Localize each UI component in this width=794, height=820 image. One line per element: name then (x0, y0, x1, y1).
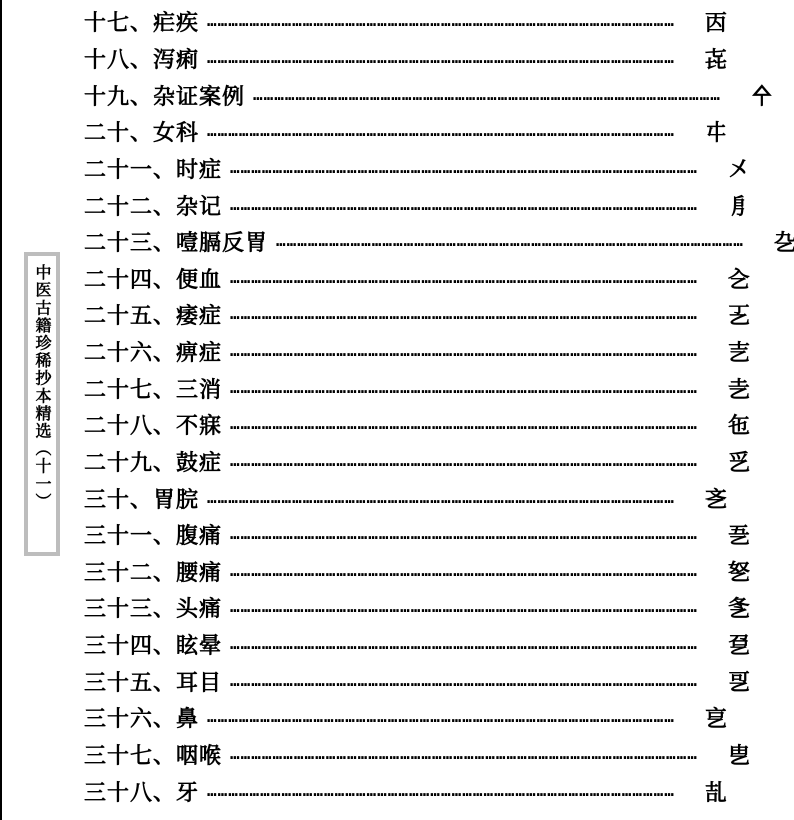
page-number: 㐑 (727, 596, 748, 622)
toc-entry[interactable] (84, 151, 748, 185)
dot-leader: …………………………………………………………………………………………………………………… (230, 378, 698, 397)
toc-entry[interactable] (84, 590, 748, 624)
dot-leader: …………………………………………………………………………………………………………………… (207, 11, 675, 30)
dot-leader: …………………………………………………………………………………………………………………… (276, 231, 744, 250)
dot-leader: …………………………………………………………………………………………………………………… (230, 744, 698, 763)
toc-entry[interactable] (84, 297, 748, 331)
entry-title: 二十五、痿症 (84, 303, 223, 329)
page-number: 㐋 (727, 377, 748, 403)
entry-title: 二十三、噎膈反胃 (84, 230, 269, 256)
entry-title: 三十四、眩晕 (84, 633, 223, 659)
toc-entry[interactable] (84, 261, 748, 295)
toc-entry[interactable] (84, 41, 725, 75)
entry-title: 三十三、头痛 (84, 596, 223, 622)
page-number: 㐊 (727, 340, 748, 366)
page-number: 㐌 (727, 413, 748, 439)
page-number: 㐂 (704, 47, 725, 73)
entry-title: 三十八、牙 (84, 780, 200, 806)
page-number: 㐖 (704, 780, 725, 806)
entry-title: 十八、泻痢 (84, 47, 200, 73)
page-number: 㐁 (704, 10, 725, 36)
entry-title: 三十七、咽喉 (84, 743, 223, 769)
entry-title: 三十一、腹痛 (84, 523, 223, 549)
entry-title: 二十四、便血 (84, 267, 223, 293)
toc-entry[interactable] (84, 4, 725, 38)
dot-leader: …………………………………………………………………………………………………………………… (230, 634, 698, 653)
toc-entry[interactable] (84, 481, 725, 515)
dot-leader: …………………………………………………………………………………………………………………… (230, 414, 698, 433)
page-number: 㐃 (750, 84, 771, 110)
page-number: 㐄 (704, 120, 725, 146)
dot-leader: …………………………………………………………………………………………………………………… (207, 707, 675, 726)
page-number: 㐇 (773, 230, 794, 256)
page-number: 㐆 (727, 194, 748, 220)
toc-entry[interactable] (84, 224, 794, 258)
entry-title: 二十一、时症 (84, 157, 223, 183)
dot-leader: …………………………………………………………………………………………………………………… (230, 451, 698, 470)
entry-title: 二十六、痹症 (84, 340, 223, 366)
toc-entry[interactable] (84, 517, 748, 551)
toc-entry[interactable] (84, 627, 748, 661)
entry-title: 二十八、不寐 (84, 413, 223, 439)
entry-title: 三十五、耳目 (84, 670, 223, 696)
toc-entry[interactable] (84, 700, 725, 734)
dot-leader: …………………………………………………………………………………………………………………… (230, 341, 698, 360)
toc-entry[interactable] (84, 334, 748, 368)
entry-title: 三十、胃脘 (84, 487, 200, 513)
page-number: 㐓 (727, 670, 748, 696)
dot-leader: …………………………………………………………………………………………………………………… (230, 304, 698, 323)
entry-title: 三十二、腰痛 (84, 560, 223, 586)
toc-entry[interactable] (84, 444, 748, 478)
toc-entry[interactable] (84, 188, 748, 222)
page-number: 㐔 (704, 706, 725, 732)
entry-title: 二十九、鼓症 (84, 450, 223, 476)
page-number: 㐎 (704, 487, 725, 513)
book-series-title: 中医古籍珍稀抄本精选（十一） (33, 264, 52, 511)
dot-leader: …………………………………………………………………………………………………………………… (230, 195, 698, 214)
dot-leader: …………………………………………………………………………………………………………………… (230, 524, 698, 543)
entry-title: 十九、杂证案例 (84, 84, 246, 110)
toc-entry[interactable] (84, 78, 771, 112)
dot-leader: …………………………………………………………………………………………………………………… (230, 268, 698, 287)
entry-title: 二十、女科 (84, 120, 200, 146)
entry-title: 十七、疟疾 (84, 10, 200, 36)
toc-entry[interactable] (84, 371, 748, 405)
dot-leader: …………………………………………………………………………………………………………………… (207, 48, 675, 67)
page-number: 㐒 (727, 633, 748, 659)
dot-leader: …………………………………………………………………………………………………………………… (230, 671, 698, 690)
page-number: 㐈 (727, 267, 748, 293)
dot-leader: …………………………………………………………………………………………………………………… (230, 561, 698, 580)
entry-title: 二十七、三消 (84, 377, 223, 403)
page-number: 㐍 (727, 450, 748, 476)
page-number: 㐉 (727, 303, 748, 329)
dot-leader: …………………………………………………………………………………………………………………… (207, 781, 675, 800)
page-number: 㐏 (727, 523, 748, 549)
entry-title: 二十二、杂记 (84, 194, 223, 220)
toc-entry[interactable] (84, 774, 725, 808)
toc-entry[interactable] (84, 664, 748, 698)
page-number: 㐅 (727, 157, 748, 183)
toc-entry[interactable] (84, 554, 748, 588)
dot-leader: …………………………………………………………………………………………………………………… (230, 158, 698, 177)
dot-leader: …………………………………………………………………………………………………………………… (207, 488, 675, 507)
entry-title: 三十六、鼻 (84, 706, 200, 732)
dot-leader: …………………………………………………………………………………………………………………… (230, 597, 698, 616)
page-number: 㐕 (727, 743, 748, 769)
toc-entry[interactable] (84, 114, 725, 148)
page-number: 㐐 (727, 560, 748, 586)
dot-leader: …………………………………………………………………………………………………………………… (207, 121, 675, 140)
toc-entry[interactable] (84, 737, 748, 771)
dot-leader: …………………………………………………………………………………………………………………… (253, 85, 721, 104)
toc-entry[interactable] (84, 407, 748, 441)
